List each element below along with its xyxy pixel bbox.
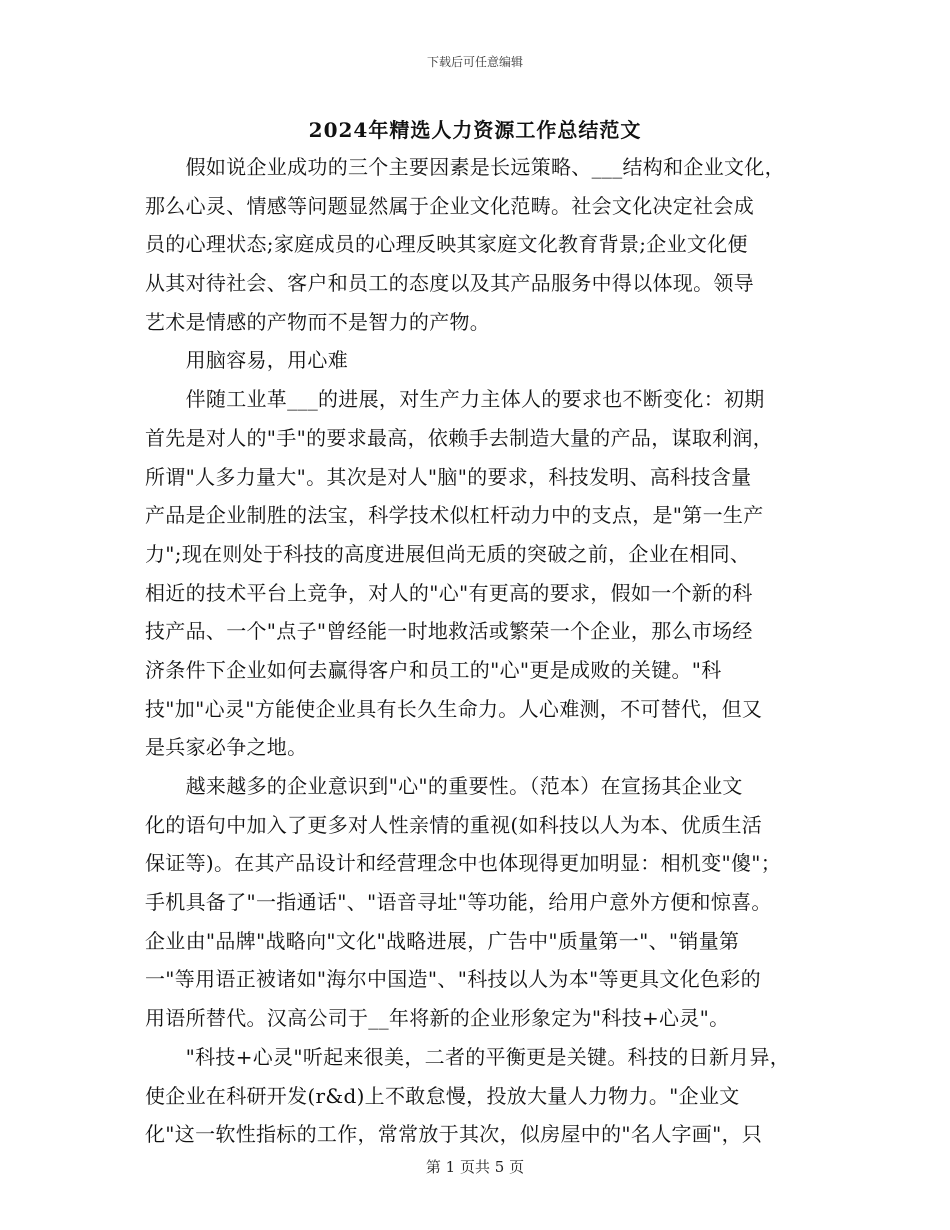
header-note: 下载后可任意编辑 <box>426 55 523 69</box>
text-line: 企业由"品牌"战略向"文化"战略进展，广告中"质量第一"、"销量第 <box>145 928 740 953</box>
text-line: 越来越多的企业意识到"心"的重要性。（范本）在宣扬其企业文 <box>145 774 743 798</box>
text-line: 假如说企业成功的三个主要因素是长远策略、___结构和企业文化， <box>145 155 785 179</box>
document-title: 2024年精选人力资源工作总结范文 <box>308 118 642 142</box>
text-line: 员的心理状态;家庭成员的心理反映其家庭文化教育背景;企业文化便 <box>145 232 748 257</box>
text-line: 技"加"心灵"方能使企业具有长久生命力。人心难测，不可替代，但又 <box>145 696 763 721</box>
text-line: 保证等)。在其产品设计和经营理念中也体现得更加明显：相机变"傻"； <box>145 851 782 876</box>
text-line: 技产品、一个"点子"曾经能一时地救活或繁荣一个企业，那么市场经 <box>145 619 753 644</box>
text-line: 手机具备了"一指通话"、"语音寻址"等功能，给用户意外方便和惊喜。 <box>145 890 772 915</box>
document-body <box>145 148 825 1154</box>
text-line: 用脑容易，用心难 <box>145 348 348 373</box>
text-line: 一"等用语正被诸如"海尔中国造"、"科技以人为本"等更具文化色彩的 <box>145 967 761 992</box>
text-line: 从其对待社会、客户和员工的态度以及其产品服务中得以体现。领导 <box>145 271 754 296</box>
page-number: 第 1 页共 5 页 <box>425 1158 525 1176</box>
text-line: 那么心灵、情感等问题显然属于企业文化范畴。社会文化决定社会成 <box>145 193 754 218</box>
text-line: 伴随工业革___的进展，对生产力主体人的要求也不断变化：初期 <box>145 387 765 412</box>
text-line: "科技+心灵"听起来很美，二者的平衡更是关键。科技的日新月异， <box>145 1044 791 1069</box>
text-line: 化的语句中加入了更多对人性亲情的重视(如科技以人为本、优质生活 <box>145 812 763 837</box>
text-line: 首先是对人的"手"的要求最高，依赖手去制造大量的产品，谋取利润， <box>145 425 773 450</box>
text-line: 产品是企业制胜的法宝，科学技术似杠杆动力中的支点，是"第一生产 <box>145 503 764 528</box>
text-line: 化"这一软性指标的工作，常常放于其次，似房屋中的"名人字画"，只 <box>145 1122 763 1147</box>
text-line: 用语所替代。汉高公司于__年将新的企业形象定为"科技+心灵"。 <box>145 1006 730 1031</box>
text-line: 艺术是情感的产物而不是智力的产物。 <box>145 309 491 334</box>
text-line: 使企业在科研开发(r&d)上不敢怠慢，投放大量人力物力。"企业文 <box>145 1083 740 1108</box>
text-line: 所谓"人多力量大"。其次是对人"脑"的要求，科技发明、高科技含量 <box>145 464 752 489</box>
text-line: 相近的技术平台上竞争，对人的"心"有更高的要求，假如一个新的科 <box>145 580 753 605</box>
text-line: 是兵家必争之地。 <box>145 735 308 760</box>
text-line: 力";现在则处于科技的高度进展但尚无质的突破之前，企业在相同、 <box>145 541 751 566</box>
text-line: 济条件下企业如何去赢得客户和员工的"心"更是成败的关键。"科 <box>145 657 722 682</box>
